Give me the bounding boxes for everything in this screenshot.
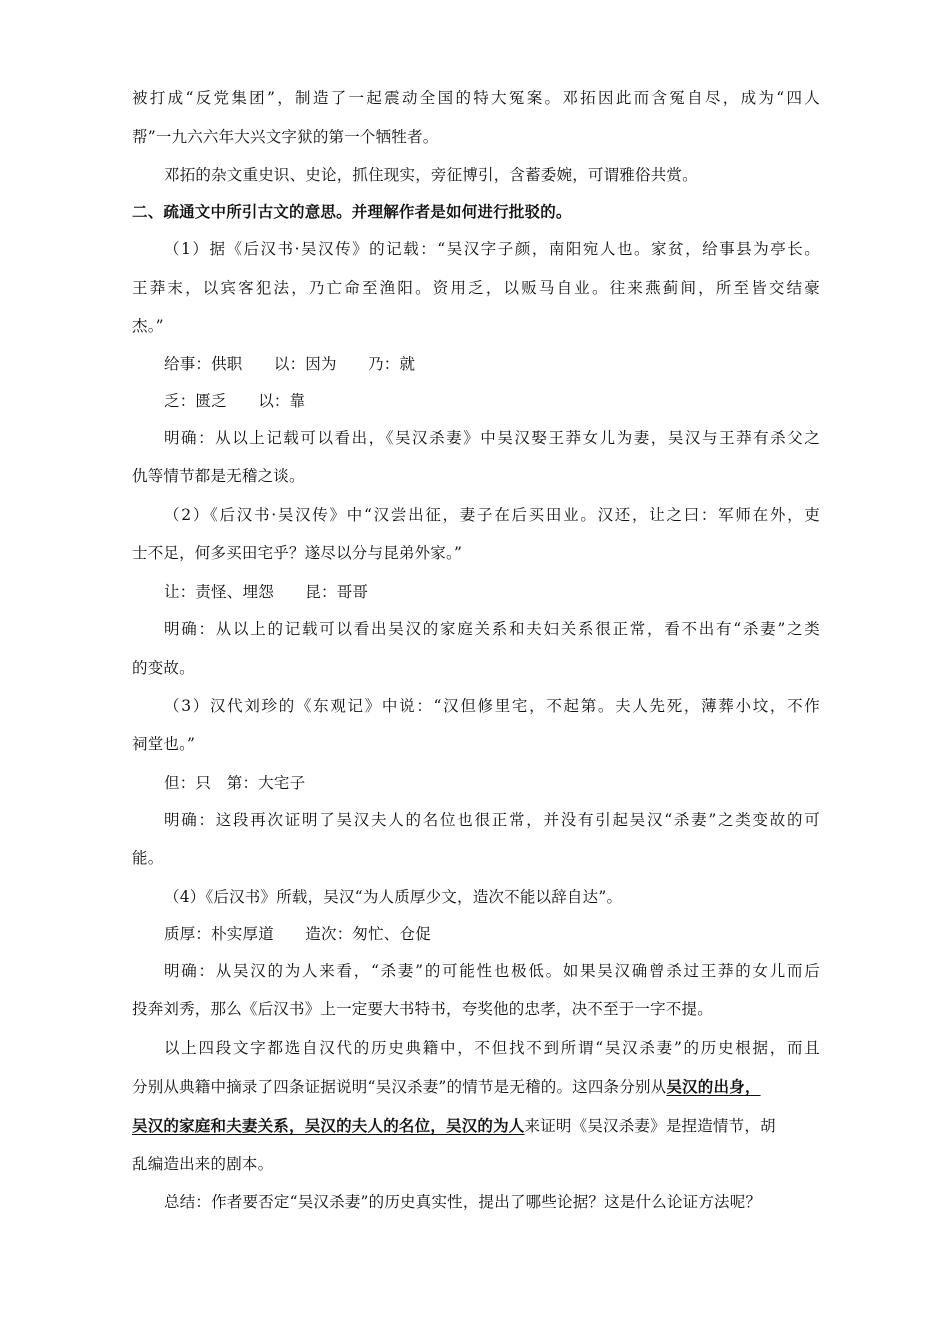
summary-line-1: 以上四段文字都选自汉代的历史典籍中，不但找不到所谓“吴汉杀妻”的历史根据，而且 (164, 1039, 820, 1057)
q1-line-2: 王莽末，以宾客犯法，乃亡命至渔阳。资用乏，以贩马自业。往来燕蓟间，所至皆交结豪 (132, 279, 820, 297)
q4-line-1: （4）《后汉书》所载，吴汉“为人质厚少文，造次不能以辞自达”。 (164, 888, 623, 906)
q2-clarify-line-1: 明确：从以上的记载可以看出吴汉的家庭关系和夫妇关系很正常，看不出有“杀妻”之类 (164, 620, 820, 638)
q3-clarify-line-2: 能。 (132, 849, 164, 867)
section-heading: 二、疏通文中所引古文的意思。并理解作者是如何进行批驳的。 (132, 202, 572, 221)
q2-line-1: （2）《后汉书·吴汉传》中“汉尝出征，妻子在后买田业。汉还，让之曰：军师在外，吏 (164, 506, 820, 524)
q2-clarify-line-2: 的变故。 (132, 659, 195, 677)
style-paragraph: 邓拓的杂文重史识、史论，抓住现实，旁征博引，含蓄委婉，可谓雅俗共赏。 (164, 166, 698, 184)
q4-clarify-line-1: 明确：从吴汉的为人来看，“杀妻”的可能性也极低。如果吴汉确曾杀过王莽的女儿而后 (164, 962, 820, 980)
q1-line-1: （1）据《后汉书·吴汉传》的记载：“吴汉字子颜，南阳宛人也。家贫，给事县为亭长。 (164, 240, 820, 258)
conclusion-question: 总结：作者要否定“吴汉杀妻”的历史真实性，提出了哪些论据？这是什么论证方法呢？ (164, 1193, 762, 1211)
q3-gloss: 但：只 第：大宅子 (164, 774, 306, 792)
summary-line-4: 乱编造出来的剧本。 (132, 1155, 274, 1173)
q3-line-1: （3）汉代刘珍的《东观记》中说：“汉但修里宅，不起第。夫人先死，薄葬小坟，不作 (164, 697, 820, 715)
q1-gloss-1: 给事：供职 以：因为 乃：就 (164, 355, 416, 373)
summary-line-3 (132, 1114, 776, 1136)
q2-line-2: 士不足，何多买田宅乎？遂尽以分与昆弟外家。” (132, 544, 463, 562)
q2-gloss: 让：责怪、埋怨 昆：哥哥 (164, 583, 369, 601)
q1-clarify-line-2: 仇等情节都是无稽之谈。 (132, 467, 305, 485)
summary-line-2 (132, 1075, 761, 1097)
q4-gloss: 质厚：朴实厚道 造次：匆忙、仓促 (164, 925, 431, 943)
q3-line-2: 祠堂也。” (132, 735, 196, 753)
q1-gloss-2: 乏：匮乏 以：靠 (164, 392, 306, 410)
q1-line-3: 杰。” (132, 317, 164, 335)
summary-line-3-text: 来证明《吴汉杀妻》是捏造情节，胡 (524, 1117, 776, 1135)
q1-clarify-line-1: 明确：从以上记载可以看出，《吴汉杀妻》中吴汉娶王莽女儿为妻，吴汉与王莽有杀父之 (164, 429, 820, 447)
summary-emphasis-evidence: 吴汉的家庭和夫妻关系，吴汉的夫人的名位，吴汉的为人 (132, 1116, 525, 1135)
q4-clarify-line-2: 投奔刘秀，那么《后汉书》上一定要大书特书，夸奖他的忠孝，决不至于一字不提。 (132, 1000, 713, 1018)
summary-emphasis-origin: 吴汉的出身， (666, 1077, 761, 1096)
q3-clarify-line-1: 明确：这段再次证明了吴汉夫人的名位也很正常，并没有引起吴汉“杀妻”之类变故的可 (164, 811, 820, 829)
summary-line-2-text: 分别从典籍中摘录了四条证据说明“吴汉杀妻”的情节是无稽的。这四条分别从 (132, 1078, 667, 1096)
intro-line-1: 被打成“反党集团”，制造了一起震动全国的特大冤案。邓拓因此而含冤自尽，成为“四人 (132, 89, 820, 107)
intro-line-2: 帮”一九六六年大兴文字狱的第一个牺牲者。 (132, 128, 439, 146)
